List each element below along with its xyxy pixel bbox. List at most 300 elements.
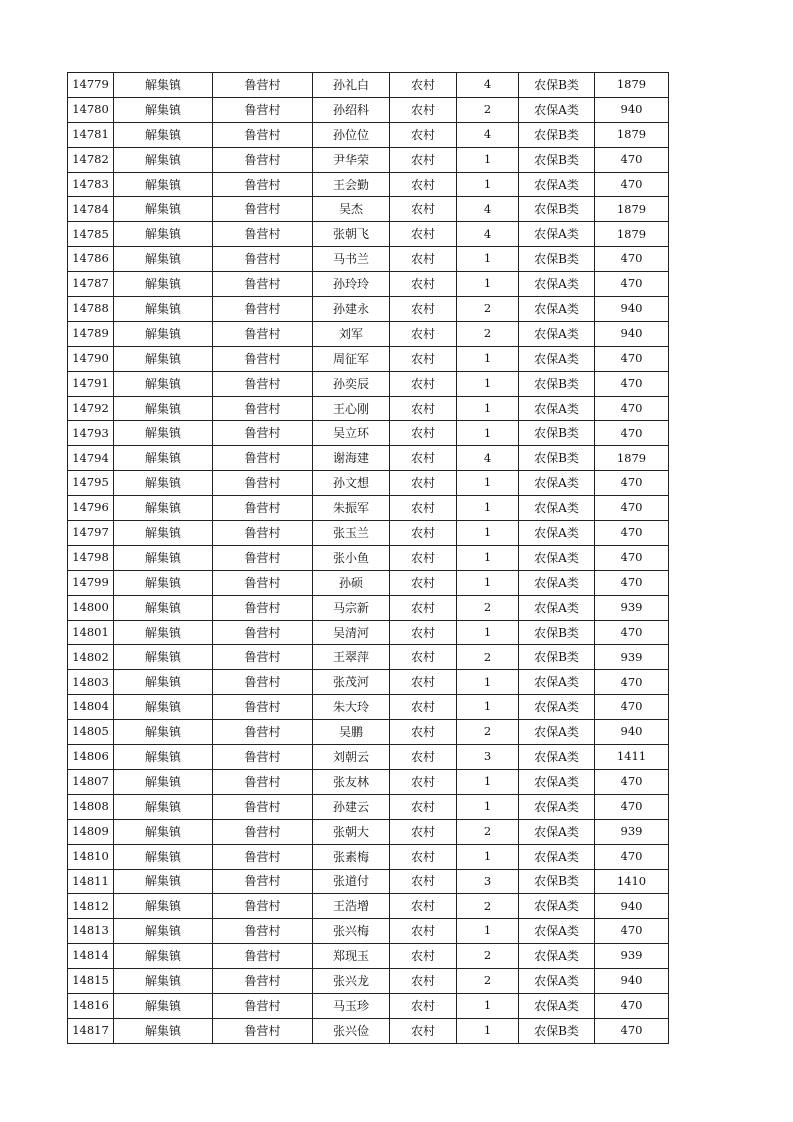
cell-name: 朱振军 <box>313 496 390 521</box>
cell-category: 农保B类 <box>519 147 595 172</box>
cell-type: 农村 <box>390 297 457 322</box>
cell-name: 孙玲玲 <box>313 272 390 297</box>
cell-name: 孙位位 <box>313 122 390 147</box>
cell-serial: 14810 <box>68 844 114 869</box>
cell-household-size: 2 <box>457 819 519 844</box>
cell-name: 张兴梅 <box>313 919 390 944</box>
cell-type: 农村 <box>390 720 457 745</box>
cell-amount: 470 <box>595 346 669 371</box>
cell-category: 农保A类 <box>519 993 595 1018</box>
cell-town: 解集镇 <box>114 222 213 247</box>
cell-village: 鲁营村 <box>213 769 313 794</box>
cell-name: 周征军 <box>313 346 390 371</box>
cell-name: 孙建云 <box>313 794 390 819</box>
cell-category: 农保A类 <box>519 545 595 570</box>
cell-household-size: 2 <box>457 321 519 346</box>
cell-type: 农村 <box>390 695 457 720</box>
cell-household-size: 4 <box>457 197 519 222</box>
cell-amount: 470 <box>595 247 669 272</box>
cell-town: 解集镇 <box>114 745 213 770</box>
table-row <box>68 247 669 272</box>
cell-serial: 14783 <box>68 172 114 197</box>
cell-household-size: 1 <box>457 844 519 869</box>
cell-village: 鲁营村 <box>213 272 313 297</box>
cell-type: 农村 <box>390 545 457 570</box>
cell-category: 农保A类 <box>519 894 595 919</box>
cell-serial: 14792 <box>68 396 114 421</box>
cell-household-size: 1 <box>457 545 519 570</box>
cell-household-size: 1 <box>457 147 519 172</box>
cell-amount: 470 <box>595 794 669 819</box>
table-row <box>68 446 669 471</box>
cell-serial: 14812 <box>68 894 114 919</box>
table-row <box>68 794 669 819</box>
cell-town: 解集镇 <box>114 197 213 222</box>
cell-name: 吴杰 <box>313 197 390 222</box>
cell-category: 农保B类 <box>519 1018 595 1043</box>
cell-serial: 14802 <box>68 645 114 670</box>
cell-household-size: 4 <box>457 122 519 147</box>
cell-serial: 14787 <box>68 272 114 297</box>
cell-name: 刘朝云 <box>313 745 390 770</box>
cell-name: 马宗新 <box>313 595 390 620</box>
cell-name: 张朝飞 <box>313 222 390 247</box>
table-row <box>68 1018 669 1043</box>
cell-serial: 14807 <box>68 769 114 794</box>
cell-household-size: 1 <box>457 346 519 371</box>
table-row <box>68 172 669 197</box>
cell-type: 农村 <box>390 97 457 122</box>
table-row <box>68 371 669 396</box>
cell-village: 鲁营村 <box>213 97 313 122</box>
cell-category: 农保A类 <box>519 521 595 546</box>
cell-category: 农保A类 <box>519 769 595 794</box>
table-row <box>68 969 669 994</box>
cell-category: 农保A类 <box>519 670 595 695</box>
cell-household-size: 2 <box>457 720 519 745</box>
cell-household-size: 1 <box>457 272 519 297</box>
cell-serial: 14794 <box>68 446 114 471</box>
table-body <box>68 73 669 1044</box>
cell-village: 鲁营村 <box>213 794 313 819</box>
cell-category: 农保A类 <box>519 321 595 346</box>
cell-serial: 14793 <box>68 421 114 446</box>
cell-household-size: 4 <box>457 222 519 247</box>
cell-serial: 14801 <box>68 620 114 645</box>
table-row <box>68 993 669 1018</box>
cell-name: 孙建永 <box>313 297 390 322</box>
cell-village: 鲁营村 <box>213 969 313 994</box>
cell-amount: 940 <box>595 321 669 346</box>
cell-type: 农村 <box>390 993 457 1018</box>
cell-town: 解集镇 <box>114 73 213 98</box>
cell-household-size: 2 <box>457 944 519 969</box>
cell-type: 农村 <box>390 570 457 595</box>
cell-amount: 470 <box>595 620 669 645</box>
cell-amount: 1879 <box>595 222 669 247</box>
table-row <box>68 421 669 446</box>
cell-household-size: 1 <box>457 521 519 546</box>
cell-category: 农保A类 <box>519 944 595 969</box>
cell-type: 农村 <box>390 247 457 272</box>
cell-town: 解集镇 <box>114 122 213 147</box>
cell-serial: 14804 <box>68 695 114 720</box>
cell-town: 解集镇 <box>114 147 213 172</box>
cell-town: 解集镇 <box>114 620 213 645</box>
cell-town: 解集镇 <box>114 645 213 670</box>
cell-village: 鲁营村 <box>213 919 313 944</box>
cell-type: 农村 <box>390 471 457 496</box>
cell-category: 农保A类 <box>519 794 595 819</box>
table-row <box>68 396 669 421</box>
table-row <box>68 919 669 944</box>
cell-household-size: 4 <box>457 73 519 98</box>
cell-name: 张友林 <box>313 769 390 794</box>
cell-amount: 470 <box>595 172 669 197</box>
cell-serial: 14795 <box>68 471 114 496</box>
cell-household-size: 4 <box>457 446 519 471</box>
cell-serial: 14811 <box>68 869 114 894</box>
table-row <box>68 346 669 371</box>
cell-amount: 1879 <box>595 122 669 147</box>
table-row <box>68 471 669 496</box>
cell-village: 鲁营村 <box>213 371 313 396</box>
cell-town: 解集镇 <box>114 471 213 496</box>
table-row <box>68 272 669 297</box>
cell-amount: 470 <box>595 570 669 595</box>
cell-type: 农村 <box>390 272 457 297</box>
cell-name: 孙硕 <box>313 570 390 595</box>
cell-name: 谢海建 <box>313 446 390 471</box>
cell-village: 鲁营村 <box>213 247 313 272</box>
cell-type: 农村 <box>390 396 457 421</box>
cell-name: 张素梅 <box>313 844 390 869</box>
cell-name: 王浩增 <box>313 894 390 919</box>
cell-amount: 940 <box>595 894 669 919</box>
cell-name: 王翠萍 <box>313 645 390 670</box>
cell-household-size: 1 <box>457 172 519 197</box>
cell-village: 鲁营村 <box>213 446 313 471</box>
cell-amount: 470 <box>595 471 669 496</box>
cell-serial: 14814 <box>68 944 114 969</box>
cell-name: 马书兰 <box>313 247 390 272</box>
cell-category: 农保A类 <box>519 570 595 595</box>
cell-type: 农村 <box>390 794 457 819</box>
table-row <box>68 894 669 919</box>
cell-name: 王心刚 <box>313 396 390 421</box>
cell-type: 农村 <box>390 944 457 969</box>
cell-amount: 939 <box>595 645 669 670</box>
table-row <box>68 73 669 98</box>
cell-village: 鲁营村 <box>213 147 313 172</box>
cell-serial: 14799 <box>68 570 114 595</box>
cell-village: 鲁营村 <box>213 321 313 346</box>
cell-town: 解集镇 <box>114 720 213 745</box>
cell-town: 解集镇 <box>114 446 213 471</box>
cell-household-size: 1 <box>457 570 519 595</box>
table-row <box>68 869 669 894</box>
cell-household-size: 3 <box>457 745 519 770</box>
table-row <box>68 147 669 172</box>
cell-town: 解集镇 <box>114 670 213 695</box>
cell-amount: 940 <box>595 720 669 745</box>
cell-serial: 14790 <box>68 346 114 371</box>
cell-type: 农村 <box>390 222 457 247</box>
cell-village: 鲁营村 <box>213 297 313 322</box>
table-row <box>68 620 669 645</box>
cell-serial: 14785 <box>68 222 114 247</box>
cell-town: 解集镇 <box>114 521 213 546</box>
cell-amount: 1410 <box>595 869 669 894</box>
cell-serial: 14789 <box>68 321 114 346</box>
cell-category: 农保A类 <box>519 969 595 994</box>
cell-serial: 14796 <box>68 496 114 521</box>
cell-village: 鲁营村 <box>213 396 313 421</box>
table-row <box>68 844 669 869</box>
cell-type: 农村 <box>390 371 457 396</box>
cell-category: 农保B类 <box>519 247 595 272</box>
cell-town: 解集镇 <box>114 969 213 994</box>
cell-type: 农村 <box>390 745 457 770</box>
cell-serial: 14784 <box>68 197 114 222</box>
cell-name: 张道付 <box>313 869 390 894</box>
roster-table <box>67 72 669 1044</box>
cell-village: 鲁营村 <box>213 346 313 371</box>
cell-category: 农保A类 <box>519 471 595 496</box>
cell-amount: 940 <box>595 297 669 322</box>
cell-name: 吴立环 <box>313 421 390 446</box>
cell-serial: 14813 <box>68 919 114 944</box>
cell-household-size: 1 <box>457 769 519 794</box>
cell-name: 朱大玲 <box>313 695 390 720</box>
cell-town: 解集镇 <box>114 894 213 919</box>
cell-household-size: 1 <box>457 471 519 496</box>
cell-town: 解集镇 <box>114 993 213 1018</box>
table-row <box>68 496 669 521</box>
cell-town: 解集镇 <box>114 919 213 944</box>
cell-amount: 470 <box>595 521 669 546</box>
cell-amount: 470 <box>595 545 669 570</box>
cell-name: 孙绍科 <box>313 97 390 122</box>
cell-village: 鲁营村 <box>213 545 313 570</box>
cell-serial: 14788 <box>68 297 114 322</box>
cell-amount: 470 <box>595 769 669 794</box>
cell-type: 农村 <box>390 595 457 620</box>
cell-village: 鲁营村 <box>213 496 313 521</box>
cell-amount: 939 <box>595 819 669 844</box>
cell-name: 尹华荣 <box>313 147 390 172</box>
cell-household-size: 1 <box>457 695 519 720</box>
cell-town: 解集镇 <box>114 819 213 844</box>
table-row <box>68 521 669 546</box>
cell-category: 农保A类 <box>519 595 595 620</box>
cell-amount: 470 <box>595 1018 669 1043</box>
cell-name: 张朝大 <box>313 819 390 844</box>
cell-household-size: 1 <box>457 794 519 819</box>
cell-type: 农村 <box>390 769 457 794</box>
cell-serial: 14806 <box>68 745 114 770</box>
cell-category: 农保A类 <box>519 919 595 944</box>
cell-village: 鲁营村 <box>213 620 313 645</box>
table-row <box>68 297 669 322</box>
cell-town: 解集镇 <box>114 869 213 894</box>
cell-name: 马玉珍 <box>313 993 390 1018</box>
cell-type: 农村 <box>390 421 457 446</box>
cell-type: 农村 <box>390 346 457 371</box>
cell-town: 解集镇 <box>114 1018 213 1043</box>
cell-name: 刘军 <box>313 321 390 346</box>
cell-serial: 14816 <box>68 993 114 1018</box>
cell-town: 解集镇 <box>114 944 213 969</box>
cell-type: 农村 <box>390 521 457 546</box>
cell-town: 解集镇 <box>114 570 213 595</box>
table-row <box>68 819 669 844</box>
cell-category: 农保B类 <box>519 869 595 894</box>
cell-village: 鲁营村 <box>213 421 313 446</box>
cell-town: 解集镇 <box>114 396 213 421</box>
cell-name: 张茂河 <box>313 670 390 695</box>
cell-household-size: 2 <box>457 595 519 620</box>
cell-category: 农保B类 <box>519 122 595 147</box>
cell-household-size: 2 <box>457 297 519 322</box>
cell-serial: 14791 <box>68 371 114 396</box>
cell-village: 鲁营村 <box>213 695 313 720</box>
cell-village: 鲁营村 <box>213 869 313 894</box>
cell-type: 农村 <box>390 894 457 919</box>
cell-type: 农村 <box>390 446 457 471</box>
cell-village: 鲁营村 <box>213 720 313 745</box>
cell-village: 鲁营村 <box>213 993 313 1018</box>
cell-village: 鲁营村 <box>213 844 313 869</box>
cell-category: 农保B类 <box>519 446 595 471</box>
cell-household-size: 2 <box>457 645 519 670</box>
cell-category: 农保A类 <box>519 496 595 521</box>
cell-household-size: 1 <box>457 247 519 272</box>
table-row <box>68 645 669 670</box>
cell-amount: 940 <box>595 969 669 994</box>
cell-serial: 14781 <box>68 122 114 147</box>
cell-household-size: 1 <box>457 371 519 396</box>
cell-amount: 470 <box>595 695 669 720</box>
cell-household-size: 1 <box>457 919 519 944</box>
cell-serial: 14780 <box>68 97 114 122</box>
cell-village: 鲁营村 <box>213 645 313 670</box>
cell-name: 张小鱼 <box>313 545 390 570</box>
cell-village: 鲁营村 <box>213 745 313 770</box>
cell-village: 鲁营村 <box>213 670 313 695</box>
cell-category: 农保A类 <box>519 720 595 745</box>
cell-type: 农村 <box>390 321 457 346</box>
table-row <box>68 944 669 969</box>
table-row <box>68 197 669 222</box>
cell-type: 农村 <box>390 819 457 844</box>
cell-category: 农保A类 <box>519 272 595 297</box>
cell-village: 鲁营村 <box>213 73 313 98</box>
cell-category: 农保A类 <box>519 346 595 371</box>
cell-name: 张兴俭 <box>313 1018 390 1043</box>
cell-serial: 14809 <box>68 819 114 844</box>
cell-serial: 14817 <box>68 1018 114 1043</box>
cell-household-size: 1 <box>457 993 519 1018</box>
cell-town: 解集镇 <box>114 97 213 122</box>
cell-amount: 939 <box>595 595 669 620</box>
cell-serial: 14800 <box>68 595 114 620</box>
cell-village: 鲁营村 <box>213 570 313 595</box>
cell-village: 鲁营村 <box>213 595 313 620</box>
cell-household-size: 1 <box>457 396 519 421</box>
table-row <box>68 97 669 122</box>
cell-amount: 1879 <box>595 446 669 471</box>
cell-type: 农村 <box>390 1018 457 1043</box>
cell-amount: 470 <box>595 844 669 869</box>
cell-amount: 470 <box>595 421 669 446</box>
cell-type: 农村 <box>390 919 457 944</box>
table-row <box>68 570 669 595</box>
cell-town: 解集镇 <box>114 496 213 521</box>
cell-serial: 14798 <box>68 545 114 570</box>
cell-category: 农保B类 <box>519 421 595 446</box>
cell-category: 农保A类 <box>519 844 595 869</box>
cell-name: 吴鹏 <box>313 720 390 745</box>
cell-serial: 14782 <box>68 147 114 172</box>
cell-type: 农村 <box>390 172 457 197</box>
cell-amount: 470 <box>595 496 669 521</box>
cell-amount: 470 <box>595 272 669 297</box>
cell-category: 农保A类 <box>519 97 595 122</box>
cell-town: 解集镇 <box>114 272 213 297</box>
cell-name: 孙奕辰 <box>313 371 390 396</box>
cell-serial: 14786 <box>68 247 114 272</box>
cell-town: 解集镇 <box>114 321 213 346</box>
cell-category: 农保B类 <box>519 645 595 670</box>
cell-town: 解集镇 <box>114 844 213 869</box>
cell-amount: 470 <box>595 147 669 172</box>
table-row <box>68 769 669 794</box>
cell-town: 解集镇 <box>114 247 213 272</box>
cell-village: 鲁营村 <box>213 122 313 147</box>
cell-type: 农村 <box>390 197 457 222</box>
cell-town: 解集镇 <box>114 695 213 720</box>
cell-household-size: 3 <box>457 869 519 894</box>
cell-category: 农保A类 <box>519 172 595 197</box>
cell-name: 郑现玉 <box>313 944 390 969</box>
cell-category: 农保A类 <box>519 297 595 322</box>
cell-name: 张兴龙 <box>313 969 390 994</box>
cell-name: 张玉兰 <box>313 521 390 546</box>
cell-household-size: 1 <box>457 421 519 446</box>
cell-amount: 940 <box>595 97 669 122</box>
cell-type: 农村 <box>390 73 457 98</box>
cell-town: 解集镇 <box>114 545 213 570</box>
cell-amount: 470 <box>595 371 669 396</box>
cell-type: 农村 <box>390 670 457 695</box>
cell-town: 解集镇 <box>114 346 213 371</box>
cell-type: 农村 <box>390 969 457 994</box>
cell-village: 鲁营村 <box>213 521 313 546</box>
cell-type: 农村 <box>390 122 457 147</box>
table-row <box>68 222 669 247</box>
cell-category: 农保A类 <box>519 396 595 421</box>
cell-category: 农保B类 <box>519 73 595 98</box>
cell-amount: 1879 <box>595 73 669 98</box>
cell-serial: 14805 <box>68 720 114 745</box>
table-row <box>68 720 669 745</box>
cell-household-size: 2 <box>457 97 519 122</box>
cell-category: 农保B类 <box>519 620 595 645</box>
cell-town: 解集镇 <box>114 794 213 819</box>
cell-household-size: 1 <box>457 620 519 645</box>
cell-category: 农保B类 <box>519 371 595 396</box>
